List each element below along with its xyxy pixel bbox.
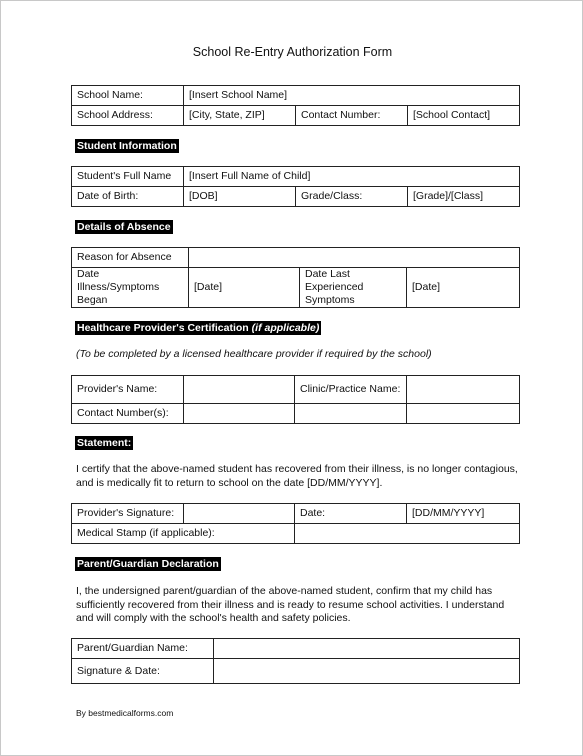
statement-date-field[interactable]: [DD/MM/YYYY] [407, 504, 520, 524]
provider-contact-extra-field-1[interactable] [295, 404, 407, 424]
provider-signature-label: Provider's Signature: [72, 504, 184, 524]
school-address-field[interactable]: [City, State, ZIP] [184, 106, 296, 126]
guardian-name-field[interactable] [214, 639, 520, 659]
form-title: School Re-Entry Authorization Form [192, 45, 393, 59]
school-contact-field[interactable]: [School Contact] [408, 106, 520, 126]
provider-contact-field[interactable] [184, 404, 295, 424]
guardian-signature-label: Signature & Date: [72, 659, 214, 684]
school-address-label: School Address: [72, 106, 184, 126]
statement-heading: Statement: [77, 437, 132, 449]
absence-heading: Details of Absence [77, 221, 171, 233]
provider-heading-suffix: (if applicable) [251, 322, 320, 334]
provider-name-field[interactable] [184, 376, 295, 404]
school-name-label: School Name: [72, 86, 184, 106]
provider-heading [75, 321, 321, 335]
provider-heading-text: Healthcare Provider's Certification [77, 322, 249, 334]
footer-credit: By bestmedicalforms.com [76, 708, 174, 718]
medical-stamp-field[interactable] [295, 524, 520, 544]
dob-label: Date of Birth: [72, 187, 184, 207]
student-info-table [71, 166, 520, 207]
school-name-field[interactable]: [Insert School Name] [184, 86, 520, 106]
guardian-name-label: Parent/Guardian Name: [72, 639, 214, 659]
provider-note: (To be completed by a licensed healthcare provider if required by the school) [76, 348, 432, 360]
provider-contact-label: Contact Number(s): [72, 404, 184, 424]
student-name-label: Student's Full Name [72, 167, 184, 187]
school-info-table [71, 85, 520, 126]
school-contact-label: Contact Number: [296, 106, 408, 126]
provider-contact-extra-field-2[interactable] [407, 404, 520, 424]
provider-name-label: Provider's Name: [72, 376, 184, 404]
guardian-text: I, the undersigned parent/guardian of the above-named student, confirm that my child has sufficiently recovered from their illness and is ready to resume school activities. I understand and will comply with the school's health and safety policies. [76, 585, 505, 624]
absence-table [71, 247, 520, 308]
provider-signature-field[interactable] [184, 504, 295, 524]
reason-label: Reason for Absence [72, 248, 189, 268]
statement-table [71, 503, 520, 544]
grade-field[interactable]: [Grade]/[Class] [408, 187, 520, 207]
began-field[interactable]: [Date] [189, 268, 300, 308]
began-label: Date Illness/Symptoms Began [72, 268, 189, 308]
clinic-field[interactable] [407, 376, 520, 404]
guardian-heading: Parent/Guardian Declaration [77, 558, 219, 570]
student-info-heading: Student Information [77, 140, 177, 152]
statement-text: I certify that the above-named student has recovered from their illness, is no longer contagious, and is medically fit to return to school on the date [DD/MM/YYYY]. [76, 463, 518, 489]
reason-field[interactable] [189, 248, 520, 268]
statement-date-label: Date: [295, 504, 407, 524]
grade-label: Grade/Class: [296, 187, 408, 207]
dob-field[interactable]: [DOB] [184, 187, 296, 207]
guardian-table [71, 638, 520, 684]
last-symptoms-label: Date Last Experienced Symptoms [300, 268, 407, 308]
last-symptoms-field[interactable]: [Date] [407, 268, 520, 308]
medical-stamp-label: Medical Stamp (if applicable): [72, 524, 295, 544]
student-name-field[interactable]: [Insert Full Name of Child] [184, 167, 520, 187]
clinic-label: Clinic/Practice Name: [295, 376, 407, 404]
guardian-signature-field[interactable] [214, 659, 520, 684]
provider-table [71, 375, 520, 424]
